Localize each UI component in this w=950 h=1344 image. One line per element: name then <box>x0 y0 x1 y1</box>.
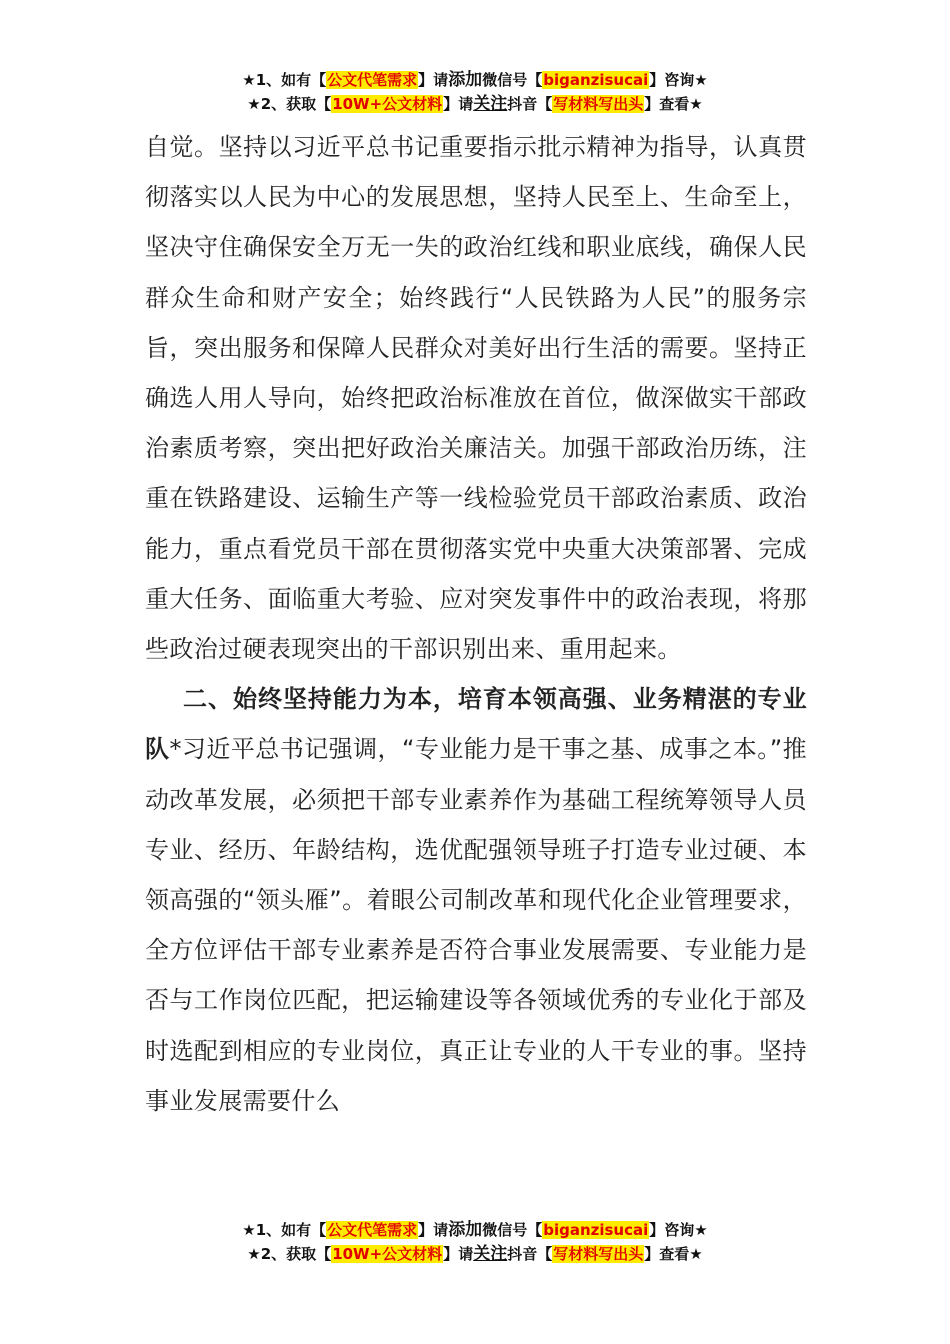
banner-text: 】请 <box>443 95 474 113</box>
banner-line-2 <box>0 1242 950 1266</box>
banner-emphasis: 关注 <box>473 1244 508 1264</box>
banner-text: 】查看★ <box>644 1245 703 1263</box>
banner-text: 】咨询★ <box>649 1221 708 1239</box>
banner-highlight: 公文代笔需求 <box>327 71 418 89</box>
banner-highlight: 10W+公文材料 <box>332 1245 443 1263</box>
banner-text: ★1、如有【 <box>242 71 327 89</box>
banner-text: ★1、如有【 <box>242 1221 327 1239</box>
banner-text: 抖音【 <box>507 95 553 113</box>
banner-text: 】请 <box>443 1245 474 1263</box>
banner-highlight: 公文代笔需求 <box>327 1221 418 1239</box>
header-banner <box>0 68 950 116</box>
banner-line-2 <box>0 92 950 116</box>
banner-line-1 <box>0 68 950 92</box>
section-body-text: *习近平总书记强调，“专业能力是干事之基、成事之本。”推动改革发展，必须把干部专业素养作为基础工程统筹领导人员专业、经历、年龄结构，选优配强领导班子打造专业过硬、本领高强的“领头雁”。着眼公司制改革和现代化企业管理要求，全方位评估干部专业素养是否符合事业发展需要、专业能力是否与工作岗位匹配，把运输建设等各领域优秀的专业化于部及时选配到相应的专业岗位，真正让专业的人干专业的事。坚持事业发展需要什么 <box>145 735 807 1115</box>
paragraph: 自觉。坚持以习近平总书记重要指示批示精神为指导，认真贯彻落实以人民为中心的发展思想，坚持人民至上、生命至上，坚决守住确保安全万无一失的政治红线和职业底线，确保人民群众生命和财产安全；始终践行“人民铁路为人民”的服务宗旨，突出服务和保障人民群众对美好出行生活的需要。坚持正确选人用人导向，始终把政治标准放在首位，做深做实干部政治素质考察，突出把好政治关廉洁关。加强干部政治历练，注重在铁路建设、运输生产等一线检验党员干部政治素质、政治能力，重点看党员干部在贯彻落实党中央重大决策部署、完成重大任务、面临重大考验、应对突发事件中的政治表现，将那些政治过硬表现突出的干部识别出来、重用起来。 <box>145 133 807 664</box>
banner-highlight: biganzisucai <box>543 1221 649 1239</box>
banner-emphasis: 关注 <box>473 94 508 114</box>
banner-text: 微信号【 <box>482 1221 543 1239</box>
banner-text: 抖音【 <box>507 1245 553 1263</box>
banner-line-1 <box>0 1218 950 1242</box>
banner-highlight: 写材料写出头 <box>553 95 644 113</box>
banner-text: 微信号【 <box>482 71 543 89</box>
banner-emphasis: 添加 <box>448 70 483 90</box>
document-body <box>145 122 807 1126</box>
section-heading: 二、始终坚持能力为本，培育本领高强、业务精湛的专业队 <box>145 685 807 764</box>
section-paragraph <box>145 674 807 1126</box>
banner-text: 】咨询★ <box>649 71 708 89</box>
banner-highlight: 写材料写出头 <box>553 1245 644 1263</box>
banner-highlight: 10W+公文材料 <box>332 95 443 113</box>
banner-text: 】请 <box>418 71 449 89</box>
banner-text: 】查看★ <box>644 95 703 113</box>
banner-text: 】请 <box>418 1221 449 1239</box>
banner-highlight: biganzisucai <box>543 71 649 89</box>
banner-emphasis: 添加 <box>448 1220 483 1240</box>
footer-banner <box>0 1218 950 1266</box>
banner-text: ★2、获取【 <box>247 1245 332 1263</box>
banner-text: ★2、获取【 <box>247 95 332 113</box>
